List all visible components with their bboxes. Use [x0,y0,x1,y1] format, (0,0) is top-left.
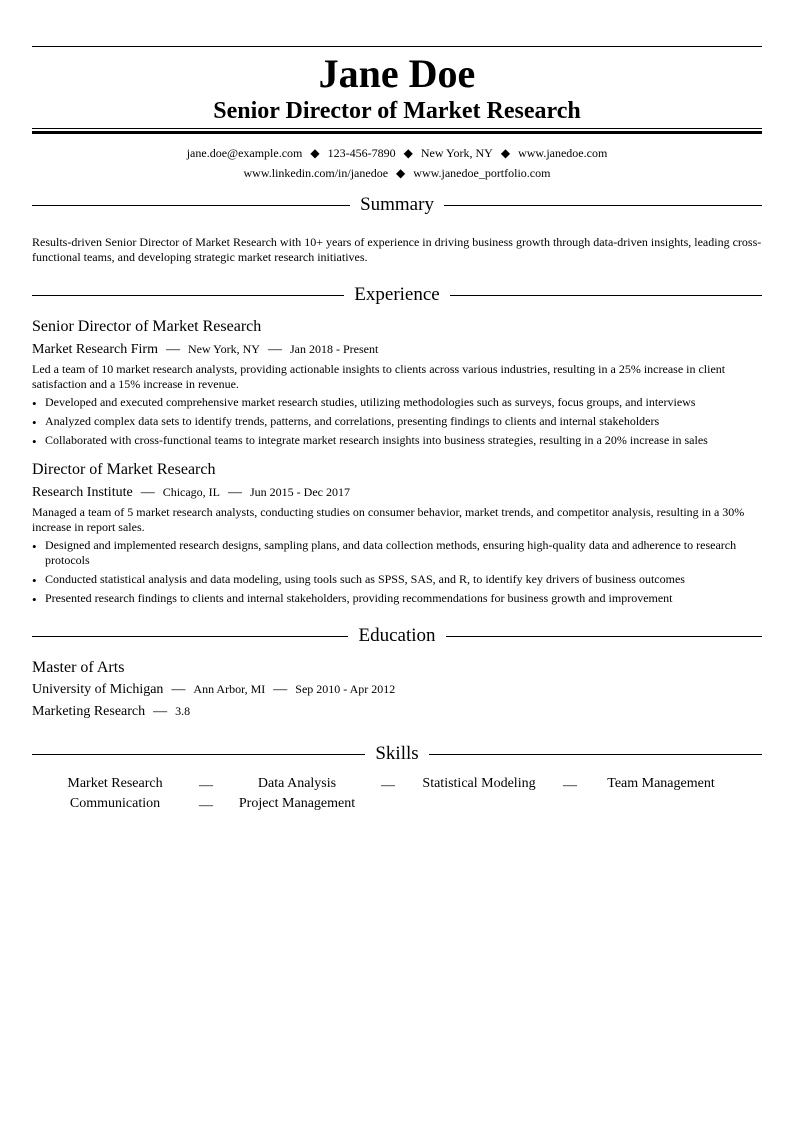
contact-linkedin[interactable]: www.linkedin.com/in/janedoe [243,166,389,180]
diamond-separator-icon: ◆ [396,166,406,180]
skill-item: Market Research [67,776,163,791]
contact-line-2 [32,163,762,183]
contact-portfolio[interactable]: www.janedoe_portfolio.com [413,166,551,180]
education-gpa: 3.8 [175,704,191,718]
candidate-title: Senior Director of Market Research [213,98,581,124]
education-degree: Master of Arts [32,659,125,676]
job-company: Market Research Firm [32,342,158,357]
section-title: Summary [360,194,434,215]
dash-separator: — [381,778,395,793]
list-item: • Presented research findings to clients and internal stakeholders, providing recommendations for business growth and improvement [32,591,762,606]
job-meta [32,482,762,503]
section-header-education [32,624,762,648]
education-school-line [32,679,762,700]
list-item: • Analyzed complex data sets to identify trends, patterns, and correlations, presenting findings to clients and internal stakeholders [32,414,762,429]
contact-block [32,143,762,183]
list-item: • Conducted statistical analysis and data modeling, using tools such as SPSS, SAS, and R, to identify key drivers of business outcomes [32,572,762,587]
list-item: • Developed and executed comprehensive market research studies, utilizing methodologies such as surveys, focus groups, and interviews [32,395,762,410]
job-dates: Jun 2015 - Dec 2017 [250,485,350,499]
section-header-summary [32,193,762,217]
job-location: Chicago, IL [162,485,221,499]
resume-page [32,46,762,814]
section-header-experience [32,283,762,307]
list-item: • Collaborated with cross-functional teams to integrate market research insights into business strategies, resulting in a 20% increase in sales [32,433,762,448]
dash-separator: — [563,778,577,793]
dash-separator: — [140,485,155,500]
dash-separator: — [228,485,243,500]
diamond-separator-icon: ◆ [403,146,413,160]
dash-separator: — [165,342,180,357]
top-rule [32,46,762,47]
job-meta [32,339,762,360]
job-company: Research Institute [32,485,133,500]
job-dates: Jan 2018 - Present [289,342,379,356]
job-entry [32,460,762,606]
skills-row [32,794,762,814]
section-title: Experience [354,284,440,305]
job-description: Managed a team of 5 market research analysts, conducting studies on consumer behavior, market trends, and competitor analysis, resulting in a 30% increase in report sales. [32,505,745,534]
skill-item: Statistical Modeling [422,776,536,791]
header-divider [32,128,762,134]
education-school: University of Michigan [32,682,164,697]
skills-grid [32,774,762,814]
skill-item: Project Management [238,796,356,811]
skills-row [32,774,762,794]
contact-location: New York, NY [420,146,493,160]
dash-separator: — [267,342,282,357]
dash-separator: — [199,778,213,793]
dash-separator: — [171,682,186,697]
contact-line-1 [32,143,762,163]
diamond-separator-icon: ◆ [310,146,320,160]
education-location: Ann Arbor, MI [193,682,266,696]
contact-phone[interactable]: 123-456-7890 [327,146,396,160]
job-bullets [32,538,762,606]
contact-website[interactable]: www.janedoe.com [518,146,608,160]
job-title: Director of Market Research [32,461,216,478]
contact-email[interactable]: jane.doe@example.com [186,146,303,160]
section-title: Skills [375,743,419,764]
job-description: Led a team of 10 market research analysts, providing actionable insights to clients across various industries, resulting in a 25% increase in client satisfaction and a 15% increase in revenue. [32,362,726,391]
skill-item: Communication [69,796,161,811]
job-title: Senior Director of Market Research [32,318,262,335]
education-dates: Sep 2010 - Apr 2012 [295,682,396,696]
job-location: New York, NY [187,342,260,356]
skill-item: Data Analysis [257,776,337,791]
skill-item: Team Management [607,776,715,791]
job-bullets [32,395,762,448]
education-field: Marketing Research [32,704,146,719]
diamond-separator-icon: ◆ [500,146,511,160]
candidate-name: Jane Doe [318,51,476,96]
dash-separator: — [153,704,168,719]
job-entry [32,317,762,448]
summary-text: Results-driven Senior Director of Market Research with 10+ years of experience in driving business growth through data-driven insights, leading cross-functional teams, and developing strategic market research initiatives. [32,235,762,264]
list-item: • Designed and implemented research designs, sampling plans, and data collection methods, ensuring high-quality data and adherence to research protocols [32,538,762,568]
dash-separator: — [273,682,288,697]
education-field-line [32,701,762,722]
section-header-skills [32,742,762,766]
section-title: Education [358,625,436,646]
dash-separator: — [199,798,213,813]
